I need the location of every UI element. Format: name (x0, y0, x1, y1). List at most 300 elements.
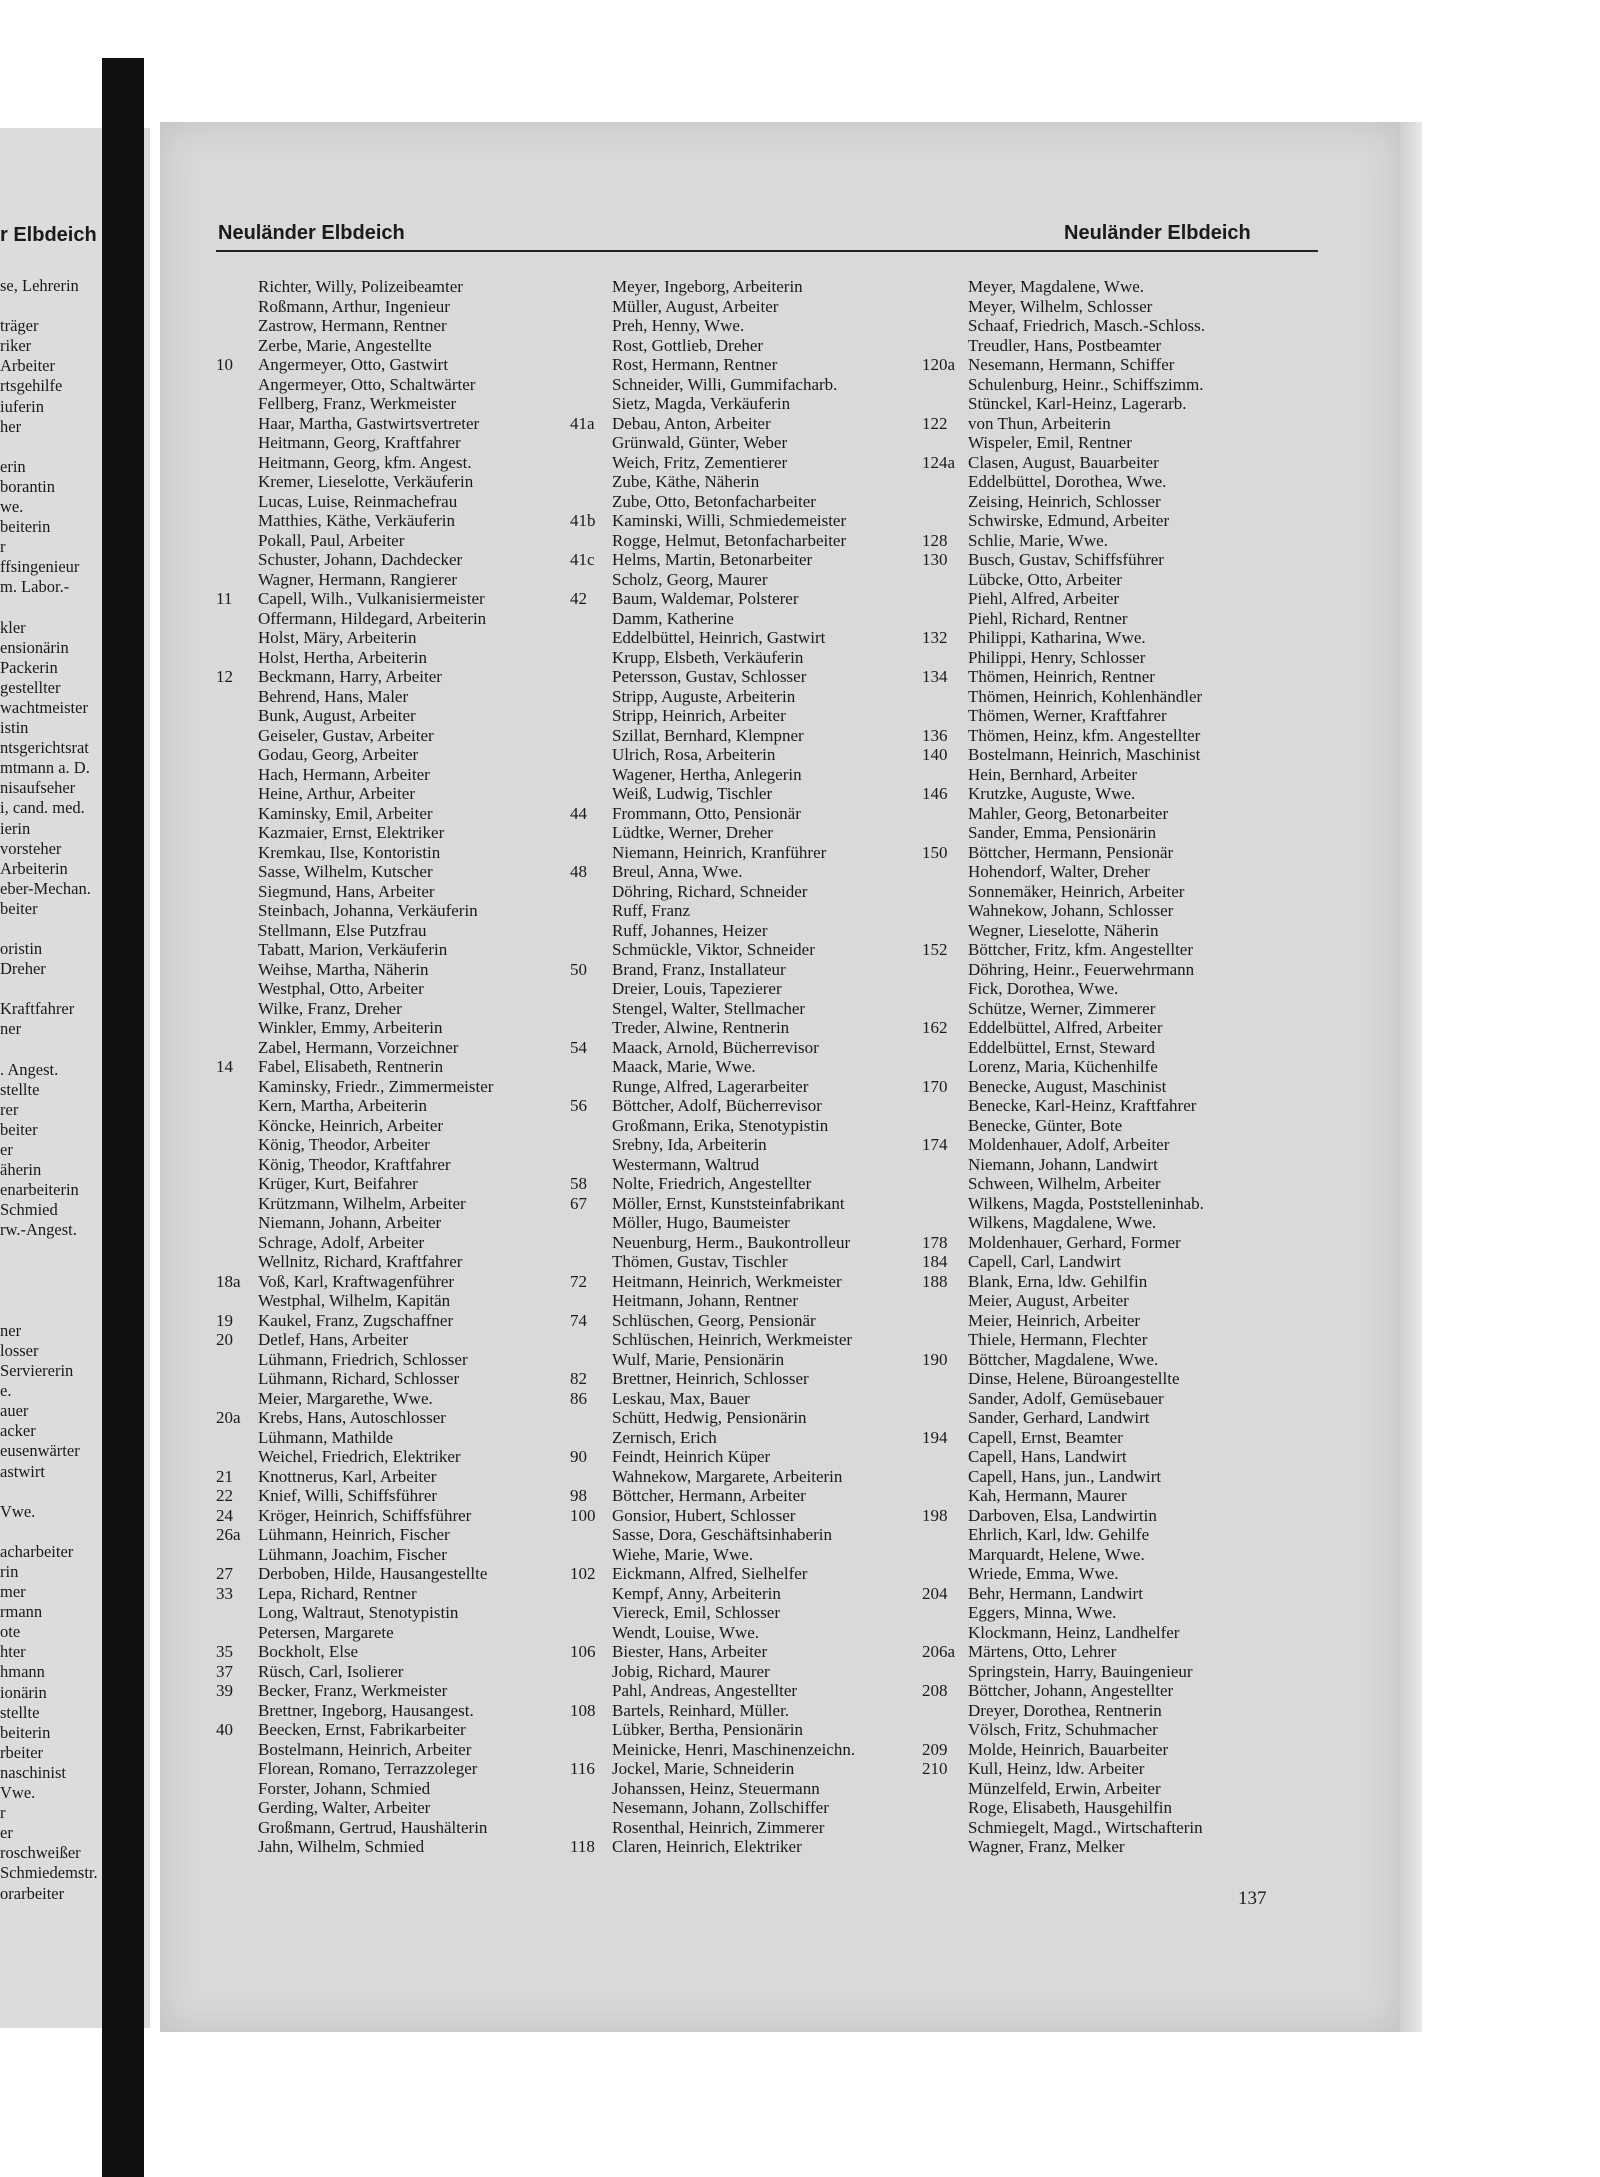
resident-entry: Debau, Anton, Arbeiter (612, 413, 771, 433)
house-number: 22 (216, 1486, 233, 1505)
left-page-line: gestellter (0, 677, 61, 697)
resident-entry: Viereck, Emil, Schlosser (612, 1603, 780, 1622)
resident-entry: Leskau, Max, Bauer (612, 1388, 750, 1408)
left-page-line: ffsingenieur (0, 557, 80, 577)
resident-entry: Schulenburg, Heinr., Schiffszimm. (968, 374, 1204, 394)
resident-entry: Jobig, Richard, Maurer (612, 1661, 770, 1681)
house-number: 102 (570, 1564, 596, 1583)
resident-entry: Kaminski, Willi, Schmiedemeister (612, 511, 847, 530)
house-number: 98 (570, 1486, 587, 1505)
house-number: 120a (922, 355, 956, 374)
house-number: 27 (216, 1564, 233, 1583)
resident-entry: Thiele, Hermann, Flechter (968, 1330, 1148, 1349)
resident-entry: Müller, August, Arbeiter (612, 296, 779, 316)
house-number: 67 (570, 1193, 587, 1213)
resident-entry: Wegner, Lieselotte, Näherin (968, 920, 1159, 940)
resident-entry: Wriede, Emma, Wwe. (968, 1564, 1119, 1583)
left-page-line: beiter (0, 898, 38, 918)
house-number: 11 (216, 589, 233, 608)
house-number: 48 (570, 862, 587, 881)
left-page-line: Dreher (0, 959, 46, 979)
left-page-line: i, cand. med. (0, 798, 85, 818)
resident-entry: Heine, Arthur, Arbeiter (258, 784, 415, 803)
resident-entry: Roßmann, Arthur, Ingenieur (258, 296, 450, 316)
house-number: 210 (922, 1759, 948, 1778)
left-page-line: Packerin (0, 657, 58, 677)
house-number: 106 (570, 1642, 596, 1661)
house-number: 82 (570, 1369, 587, 1388)
resident-entry: Sasse, Wilhelm, Kutscher (258, 862, 433, 881)
resident-entry: Bockholt, Else (258, 1642, 359, 1661)
resident-entry: Maack, Marie, Wwe. (612, 1057, 756, 1076)
house-number: 134 (922, 667, 948, 686)
left-page-line: acharbeiter (0, 1541, 74, 1561)
left-page-line: rw.-Angest. (0, 1220, 77, 1240)
resident-entry: Dreyer, Dorothea, Rentnerin (968, 1700, 1162, 1720)
house-number: 20a (216, 1408, 241, 1427)
resident-entry: Petersen, Margarete (258, 1622, 394, 1642)
left-page-line: m. Labor.- (0, 577, 70, 597)
resident-entry: Beecken, Ernst, Fabrikarbeiter (258, 1720, 466, 1739)
resident-entry: Feindt, Heinrich Küper (612, 1447, 771, 1466)
left-page-line: rmann (0, 1602, 43, 1622)
resident-entry: Bostelmann, Heinrich, Arbeiter (258, 1739, 472, 1759)
resident-entry: Großmann, Erika, Stenotypistin (612, 1115, 829, 1135)
resident-entry: Krutzke, Auguste, Wwe. (968, 784, 1136, 803)
resident-entry: Döhring, Heinr., Feuerwehrmann (968, 959, 1195, 979)
resident-entry: Meyer, Ingeborg, Arbeiterin (612, 277, 803, 296)
resident-entry: Stripp, Auguste, Arbeiterin (612, 686, 796, 706)
house-number: 19 (216, 1310, 233, 1330)
house-number: 35 (216, 1642, 233, 1661)
left-page-line: naschinist (0, 1762, 66, 1782)
left-page-line: eber-Mechan. (0, 878, 91, 898)
left-page-line: stellte (0, 1702, 40, 1722)
resident-entry: Pokall, Paul, Arbeiter (258, 530, 405, 550)
resident-entry: Capell, Wilh., Vulkanisiermeister (258, 589, 485, 608)
resident-entry: Zube, Käthe, Näherin (612, 472, 760, 491)
resident-entry: Sander, Adolf, Gemüsebauer (968, 1388, 1164, 1408)
resident-entry: Kull, Heinz, ldw. Arbeiter (968, 1759, 1145, 1778)
resident-entry: Marquardt, Helene, Wwe. (968, 1544, 1145, 1564)
resident-entry: Wagner, Franz, Melker (968, 1837, 1125, 1856)
house-number: 204 (922, 1583, 948, 1603)
house-number: 136 (922, 725, 948, 745)
resident-entry: Böttcher, Johann, Angestellter (968, 1681, 1174, 1700)
resident-entry: Fabel, Elisabeth, Rentnerin (258, 1057, 444, 1076)
resident-entry: Döhring, Richard, Schneider (612, 881, 808, 901)
left-page-line: ierin (0, 818, 31, 838)
house-number: 37 (216, 1661, 233, 1681)
left-page-line: kler (0, 617, 26, 637)
resident-entry: Capell, Hans, jun., Landwirt (968, 1466, 1162, 1486)
left-page-line: r (0, 537, 6, 557)
resident-entry: Stripp, Heinrich, Arbeiter (612, 706, 786, 725)
running-header-right: Neuländer Elbdeich (1064, 222, 1251, 244)
house-number: 18a (216, 1271, 241, 1291)
resident-entry: Forster, Johann, Schmied (258, 1778, 431, 1798)
left-page-line: mtmann a. D. (0, 758, 90, 778)
house-number: 90 (570, 1447, 587, 1466)
resident-entry: Stünckel, Karl-Heinz, Lagerarb. (968, 394, 1187, 413)
house-number: 14 (216, 1057, 233, 1076)
resident-entry: Moldenhauer, Gerhard, Former (968, 1232, 1181, 1252)
resident-entry: Zabel, Hermann, Vorzeichner (258, 1037, 459, 1057)
resident-entry: Böttcher, Magdalene, Wwe. (968, 1349, 1159, 1369)
resident-entry: Niemann, Johann, Landwirt (968, 1154, 1158, 1174)
resident-entry: Bostelmann, Heinrich, Maschinist (968, 745, 1201, 764)
resident-entry: Pahl, Andreas, Angestellter (612, 1681, 798, 1700)
resident-entry: Ruff, Franz (612, 901, 691, 920)
house-number: 56 (570, 1096, 587, 1115)
resident-entry: Florean, Romano, Terrazzoleger (258, 1759, 478, 1778)
resident-entry: Matthies, Käthe, Verkäuferin (258, 511, 456, 530)
left-page-line: her (0, 416, 22, 436)
resident-entry: Srebny, Ida, Arbeiterin (612, 1135, 767, 1154)
resident-entry: Großmann, Gertrud, Haushälterin (258, 1817, 488, 1837)
left-page-line: riker (0, 336, 32, 356)
resident-entry: Lühmann, Mathilde (258, 1427, 394, 1447)
resident-entry: Meier, Heinrich, Arbeiter (968, 1310, 1141, 1330)
resident-entry: Haar, Martha, Gastwirtsvertreter (258, 413, 480, 433)
resident-entry: Zerbe, Marie, Angestellte (258, 335, 432, 355)
house-number: 50 (570, 959, 587, 979)
left-page-line: stellte (0, 1079, 40, 1099)
resident-entry: Schween, Wilhelm, Arbeiter (968, 1174, 1161, 1193)
house-number: 33 (216, 1583, 233, 1603)
resident-entry: Thömen, Werner, Kraftfahrer (968, 706, 1167, 725)
resident-entry: Krupp, Elsbeth, Verkäuferin (612, 647, 804, 667)
house-number: 132 (922, 628, 948, 647)
left-page-line: ensionärin (0, 637, 69, 657)
resident-entry: Kaminsky, Friedr., Zimmermeister (258, 1076, 494, 1096)
resident-entry: Meier, August, Arbeiter (968, 1291, 1129, 1310)
resident-entry: Knief, Willi, Schiffsführer (258, 1486, 438, 1505)
resident-entry: Kaukel, Franz, Zugschaffner (258, 1310, 454, 1330)
resident-entry: Schlüschen, Heinrich, Werkmeister (612, 1330, 853, 1349)
resident-entry: König, Theodor, Arbeiter (258, 1135, 430, 1154)
house-number: 128 (922, 530, 948, 550)
house-number: 162 (922, 1018, 948, 1037)
house-number: 100 (570, 1505, 596, 1525)
resident-entry: Siegmund, Hans, Arbeiter (258, 881, 435, 901)
directory-page (160, 122, 1400, 2032)
resident-entry: Lühmann, Heinrich, Fischer (258, 1525, 450, 1544)
resident-entry: Grünwald, Günter, Weber (612, 433, 788, 452)
house-number: 20 (216, 1330, 233, 1349)
resident-entry: Schlie, Marie, Wwe. (968, 530, 1108, 550)
resident-entry: Zube, Otto, Betonfacharbeiter (612, 491, 816, 511)
left-page-line: ote (0, 1622, 21, 1642)
resident-entry: Beckmann, Harry, Arbeiter (258, 667, 442, 686)
resident-entry: Moldenhauer, Adolf, Arbeiter (968, 1135, 1170, 1154)
resident-entry: Long, Waltraut, Stenotypistin (258, 1603, 459, 1622)
left-page-line: nisaufseher (0, 778, 76, 798)
resident-entry: Eickmann, Alfred, Sielhelfer (612, 1564, 808, 1583)
page-edge (1400, 122, 1422, 2032)
resident-entry: Wilkens, Magdalene, Wwe. (968, 1213, 1157, 1232)
resident-entry: Becker, Franz, Werkmeister (258, 1681, 448, 1700)
resident-entry: Godau, Georg, Arbeiter (258, 745, 419, 764)
running-header-left: Neuländer Elbdeich (218, 222, 405, 244)
resident-entry: Petersson, Gustav, Schlosser (612, 667, 807, 686)
resident-entry: Eddelbüttel, Dorothea, Wwe. (968, 472, 1167, 491)
page-number: 137 (1238, 1888, 1267, 1909)
resident-entry: Thömen, Heinrich, Kohlenhändler (968, 686, 1203, 706)
resident-entry: Wilkens, Magda, Poststelleninhab. (968, 1193, 1204, 1213)
resident-entry: Möller, Hugo, Baumeister (612, 1213, 790, 1232)
house-number: 206a (922, 1642, 956, 1661)
left-page-line: Arbeiter (0, 356, 55, 376)
resident-entry: Zeising, Heinrich, Schlosser (968, 491, 1161, 511)
resident-entry: Niemann, Heinrich, Kranführer (612, 842, 827, 862)
resident-entry: Hohendorf, Walter, Dreher (968, 862, 1150, 881)
resident-entry: Möller, Ernst, Kunststeinfabrikant (612, 1193, 845, 1213)
left-page-line: we. (0, 497, 24, 517)
house-number: 40 (216, 1720, 233, 1739)
left-page-line: istin (0, 718, 29, 738)
resident-entry: Kröger, Heinrich, Schiffsführer (258, 1505, 472, 1525)
resident-entry: Mahler, Georg, Betonarbeiter (968, 803, 1169, 823)
left-page-line: losser (0, 1340, 39, 1360)
resident-entry: Böttcher, Hermann, Arbeiter (612, 1486, 806, 1505)
house-number: 184 (922, 1252, 948, 1271)
left-page-line: er (0, 1823, 13, 1843)
resident-entry: Sasse, Dora, Geschäftsinhaberin (612, 1525, 832, 1544)
resident-entry: Meyer, Wilhelm, Schlosser (968, 296, 1153, 316)
house-number: 130 (922, 550, 948, 569)
resident-entry: Ruff, Johannes, Heizer (612, 920, 768, 940)
resident-entry: Bunk, August, Arbeiter (258, 706, 416, 725)
house-number: 72 (570, 1271, 587, 1291)
resident-entry: Eggers, Minna, Wwe. (968, 1603, 1117, 1622)
resident-entry: Johanssen, Heinz, Steuermann (612, 1778, 820, 1798)
house-number: 208 (922, 1681, 948, 1700)
resident-entry: Benecke, August, Maschinist (968, 1076, 1167, 1096)
left-page-line: ionärin (0, 1682, 47, 1702)
left-page-line: orarbeiter (0, 1883, 65, 1903)
house-number: 198 (922, 1505, 948, 1525)
resident-entry: Damm, Katherine (612, 608, 734, 628)
resident-entry: Lübker, Bertha, Pensionärin (612, 1720, 803, 1739)
house-number: 178 (922, 1232, 948, 1252)
book-binding (102, 58, 144, 2177)
left-page-line: Serviererin (0, 1361, 74, 1381)
resident-entry: Bartels, Reinhard, Müller. (612, 1700, 790, 1720)
resident-entry: Piehl, Alfred, Arbeiter (968, 589, 1120, 608)
resident-entry: Thömen, Gustav, Tischler (612, 1252, 788, 1271)
resident-entry: Westphal, Otto, Arbeiter (258, 979, 424, 998)
resident-entry: Kaminsky, Emil, Arbeiter (258, 803, 433, 823)
resident-entry: Krützmann, Wilhelm, Arbeiter (258, 1193, 466, 1213)
resident-entry: Böttcher, Adolf, Bücherrevisor (612, 1096, 822, 1115)
left-page-line: Schmied (0, 1200, 58, 1220)
resident-entry: Dreier, Louis, Tapezierer (612, 979, 782, 998)
resident-entry: Nesemann, Johann, Zollschiffer (612, 1798, 829, 1817)
resident-entry: Piehl, Richard, Rentner (968, 608, 1128, 628)
house-number: 108 (570, 1700, 596, 1720)
left-page-line: ner (0, 1320, 22, 1340)
left-page-line: rin (0, 1562, 19, 1581)
resident-entry: Heitmann, Johann, Rentner (612, 1291, 799, 1310)
resident-entry: Zernisch, Erich (612, 1427, 717, 1447)
left-page-line: ner (0, 1019, 22, 1039)
resident-entry: Philippi, Katharina, Wwe. (968, 628, 1146, 647)
header-rule (216, 250, 1318, 252)
resident-entry: Runge, Alfred, Lagerarbeiter (612, 1076, 809, 1096)
resident-entry: Weich, Fritz, Zementierer (612, 452, 788, 472)
resident-entry: Lepa, Richard, Rentner (258, 1583, 417, 1603)
left-page-line: eusenwärter (0, 1441, 80, 1461)
resident-entry: Kremkau, Ilse, Kontoristin (258, 842, 441, 862)
house-number: 41c (570, 550, 595, 569)
resident-entry: Steinbach, Johanna, Verkäuferin (258, 901, 478, 920)
resident-entry: Scholz, Georg, Maurer (612, 569, 768, 589)
resident-entry: Jockel, Marie, Schneiderin (612, 1759, 795, 1778)
house-number: 26a (216, 1525, 241, 1544)
resident-entry: Treudler, Hans, Postbeamter (968, 335, 1162, 355)
resident-entry: Roge, Elisabeth, Hausgehilfin (968, 1798, 1172, 1817)
resident-entry: Westermann, Waltrud (612, 1154, 760, 1174)
left-page-line: Kraftfahrer (0, 999, 75, 1019)
resident-entry: Preh, Henny, Wwe. (612, 316, 745, 335)
left-page-line: . Angest. (0, 1059, 59, 1079)
resident-entry: Capell, Carl, Landwirt (968, 1252, 1121, 1271)
resident-entry: Eddelbüttel, Heinrich, Gastwirt (612, 628, 826, 647)
resident-entry: Wispeler, Emil, Rentner (968, 433, 1132, 452)
resident-entry: Kremer, Lieselotte, Verkäuferin (258, 472, 474, 491)
house-number: 86 (570, 1388, 587, 1408)
resident-entry: Richter, Willy, Polizeibeamter (258, 277, 463, 296)
resident-entry: Schütze, Werner, Zimmerer (968, 998, 1156, 1018)
resident-entry: Brettner, Ingeborg, Hausangest. (258, 1700, 474, 1720)
house-number: 41b (570, 511, 596, 530)
resident-entry: Fick, Dorothea, Wwe. (968, 979, 1119, 998)
house-number: 116 (570, 1759, 595, 1778)
resident-entry: Clasen, August, Bauarbeiter (968, 452, 1159, 472)
resident-entry: Behrend, Hans, Maler (258, 686, 409, 706)
resident-entry: Detlef, Hans, Arbeiter (258, 1330, 409, 1349)
left-page-line: rbeiter (0, 1742, 44, 1762)
resident-entry: Wahnekow, Margarete, Arbeiterin (612, 1466, 843, 1486)
resident-entry: Brettner, Heinrich, Schlosser (612, 1369, 809, 1388)
resident-entry: Maack, Arnold, Bücherrevisor (612, 1037, 819, 1057)
resident-entry: Münzelfeld, Erwin, Arbeiter (968, 1778, 1161, 1798)
resident-entry: Lucas, Luise, Reinmachefrau (258, 491, 458, 511)
left-page-line: beiterin (0, 1722, 51, 1742)
resident-entry: Darboven, Elsa, Landwirtin (968, 1505, 1157, 1525)
left-page-line: oristin (0, 939, 43, 959)
house-number: 58 (570, 1174, 587, 1193)
left-page-line: hmann (0, 1662, 45, 1682)
resident-entry: Rost, Hermann, Rentner (612, 355, 778, 374)
resident-entry: Treder, Alwine, Rentnerin (612, 1018, 790, 1037)
resident-entry: Köncke, Heinrich, Arbeiter (258, 1115, 444, 1135)
house-number: 54 (570, 1037, 587, 1057)
resident-entry: Hein, Bernhard, Arbeiter (968, 764, 1137, 784)
left-page-line: beiterin (0, 517, 51, 537)
resident-entry: Angermeyer, Otto, Schaltwärter (258, 374, 476, 394)
house-number: 21 (216, 1466, 233, 1486)
house-number: 188 (922, 1271, 948, 1291)
left-page-line: beiter (0, 1119, 38, 1139)
resident-entry: Schuster, Johann, Dachdecker (258, 550, 463, 569)
resident-entry: Nolte, Friedrich, Angestellter (612, 1174, 812, 1193)
resident-entry: Krüger, Kurt, Beifahrer (258, 1174, 418, 1193)
resident-entry: Baum, Waldemar, Polsterer (612, 589, 799, 608)
resident-entry: Capell, Hans, Landwirt (968, 1447, 1127, 1466)
resident-entry: Lühmann, Joachim, Fischer (258, 1544, 447, 1564)
resident-entry: Benecke, Karl-Heinz, Kraftfahrer (968, 1096, 1197, 1115)
house-number: 194 (922, 1427, 948, 1447)
resident-entry: Lühmann, Friedrich, Schlosser (258, 1349, 468, 1369)
left-page-line: wachtmeister (0, 697, 88, 717)
resident-entry: Thömen, Heinrich, Rentner (968, 667, 1155, 686)
resident-entry: Eddelbüttel, Ernst, Steward (968, 1037, 1155, 1057)
resident-entry: Krebs, Hans, Autoschlosser (258, 1408, 446, 1427)
resident-entry: Stellmann, Else Putzfrau (258, 920, 427, 940)
resident-entry: Kern, Martha, Arbeiterin (258, 1096, 427, 1115)
resident-entry: König, Theodor, Kraftfahrer (258, 1154, 451, 1174)
left-page-line: vorsteher (0, 838, 62, 858)
resident-entry: Holst, Märy, Arbeiterin (258, 628, 417, 647)
resident-entry: Holst, Hertha, Arbeiterin (258, 647, 428, 667)
left-page-line: Vwe. (0, 1501, 36, 1521)
house-number: 42 (570, 589, 587, 608)
resident-entry: Klockmann, Heinz, Landhelfer (968, 1622, 1180, 1642)
resident-entry: Sander, Emma, Pensionärin (968, 823, 1157, 842)
resident-entry: Wilke, Franz, Dreher (258, 998, 402, 1018)
resident-entry: Knottnerus, Karl, Arbeiter (258, 1466, 437, 1486)
resident-entry: Eddelbüttel, Alfred, Arbeiter (968, 1018, 1163, 1037)
resident-entry: Weichel, Friedrich, Elektriker (258, 1447, 461, 1466)
resident-entry: Sietz, Magda, Verkäuferin (612, 394, 791, 413)
resident-entry: Lühmann, Richard, Schlosser (258, 1369, 460, 1388)
house-number: 124a (922, 452, 956, 472)
resident-entry: Frommann, Otto, Pensionär (612, 803, 801, 823)
house-number: 74 (570, 1310, 587, 1330)
resident-entry: Zastrow, Hermann, Rentner (258, 316, 447, 335)
resident-entry: Offermann, Hildegard, Arbeiterin (258, 608, 487, 628)
left-page-line: mer (0, 1582, 26, 1602)
house-number: 150 (922, 842, 948, 862)
house-number: 39 (216, 1681, 233, 1700)
house-number: 190 (922, 1349, 948, 1369)
left-page-line: äherin (0, 1160, 42, 1180)
resident-entry: Ulrich, Rosa, Arbeiterin (612, 745, 776, 764)
resident-entry: Brand, Franz, Installateur (612, 959, 786, 979)
left-page-line: enarbeiterin (0, 1180, 79, 1200)
resident-entry: Breul, Anna, Wwe. (612, 862, 743, 881)
resident-entry: Meyer, Magdalene, Wwe. (968, 277, 1145, 296)
resident-entry: Stengel, Walter, Stellmacher (612, 998, 806, 1018)
resident-entry: Helms, Martin, Betonarbeiter (612, 550, 813, 569)
house-number: 140 (922, 745, 948, 764)
resident-entry: Rost, Gottlieb, Dreher (612, 335, 764, 355)
resident-entry: Meier, Margarethe, Wwe. (258, 1388, 433, 1408)
resident-entry: Angermeyer, Otto, Gastwirt (258, 355, 449, 374)
resident-entry: Kazmaier, Ernst, Elektriker (258, 823, 445, 842)
house-number: 41a (570, 413, 595, 433)
house-number: 12 (216, 667, 233, 686)
resident-entry: Thömen, Heinz, kfm. Angestellter (968, 725, 1201, 745)
house-number: 24 (216, 1505, 233, 1525)
resident-entry: Claren, Heinrich, Elektriker (612, 1837, 802, 1856)
house-number: 170 (922, 1076, 948, 1096)
resident-entry: Hach, Hermann, Arbeiter (258, 764, 430, 784)
resident-entry: Schrage, Adolf, Arbeiter (258, 1232, 425, 1252)
resident-entry: Wahnekow, Johann, Schlosser (968, 901, 1174, 920)
